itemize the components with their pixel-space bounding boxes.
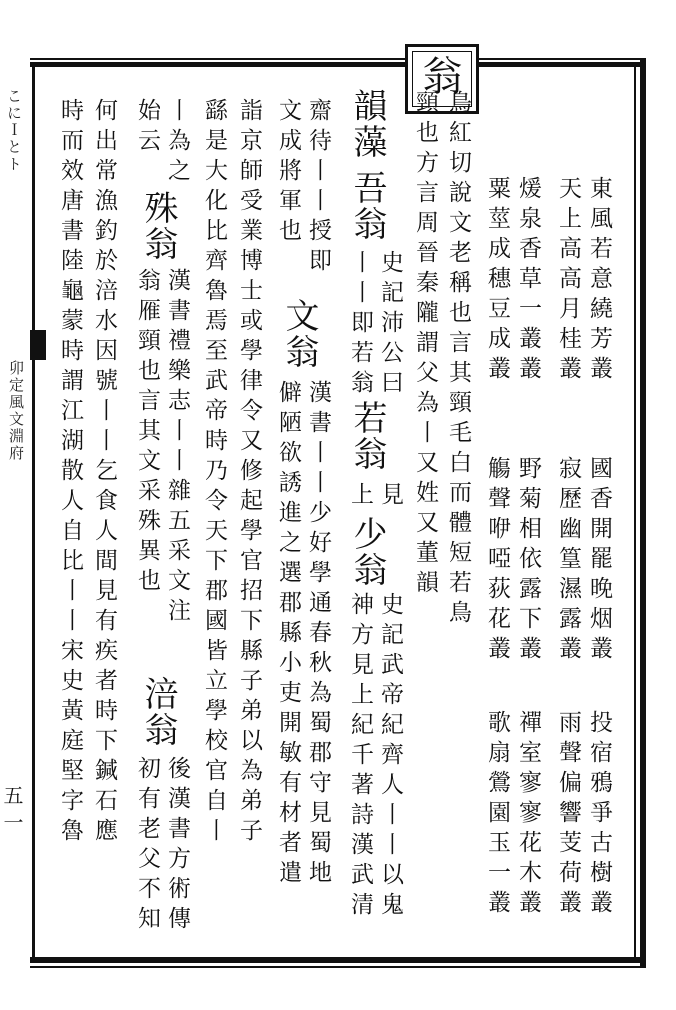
entry-text: 始云 xyxy=(134,98,160,158)
entry-heading: 少翁 xyxy=(347,516,387,588)
entry-text: 何出常漁釣於涪水因號丨丨乞食人間見有疾者時下鍼石應 xyxy=(91,98,117,848)
frame-right-rule xyxy=(640,58,646,968)
entry-heading: 殊翁 xyxy=(138,190,178,262)
poem-line: 粟莖成穗豆成叢 xyxy=(484,176,510,386)
entry-text: 後漢書方術傳 xyxy=(164,756,190,936)
entry-heading: 韻藻 xyxy=(347,88,387,160)
entry-text: 初有老父不知 xyxy=(134,756,160,936)
poem-line: 天上高高月桂叢 xyxy=(555,176,581,386)
entry-text: 漢書丨丨少好學通春秋為蜀郡守見蜀地 xyxy=(305,380,331,890)
poem-line: 禪室寥寥花木叢 xyxy=(515,710,541,920)
margin-top-fragment: こにＩとト xyxy=(5,88,23,173)
entry-heading: 吾翁 xyxy=(347,170,387,242)
frame-top-rule xyxy=(30,58,646,60)
entry-text: 丨為之 xyxy=(164,98,190,188)
poem-line: 東風若意繞芳叢 xyxy=(586,176,612,386)
poem-line: 國香開罷晚烟叢 xyxy=(586,456,612,666)
frame-left-rule xyxy=(32,66,35,958)
entry-text: 齋待丨丨授即 xyxy=(305,98,331,278)
entry-text: 上 xyxy=(347,482,373,512)
gutter-black-block xyxy=(30,330,46,360)
frame-top-thick-rule xyxy=(30,62,646,67)
poem-line: 歌扇鶯園玉一叢 xyxy=(484,710,510,920)
page-number: 五一 xyxy=(0,785,24,839)
poem-line: 煖泉香草一叢叢 xyxy=(515,176,541,386)
poem-line: 觴聲咿啞荻花叢 xyxy=(484,456,510,666)
entry-text: 漢書禮樂志丨丨雜五采文注 xyxy=(164,268,190,628)
poem-line: 投宿鴉爭古樹叢 xyxy=(586,710,612,920)
entry-text: 繇是大化比齊魯焉至武帝時乃令天下郡國皆立學校官自丨 xyxy=(201,98,227,848)
margin-edge-title: 卯定風文淵府 xyxy=(7,360,25,462)
entry-text: 詣京師受業博士或學律令又修起學官招下縣子弟以為弟子 xyxy=(236,98,262,848)
entry-heading: 若翁 xyxy=(347,400,387,472)
entry-text: 史記武帝紀齊人丨丨以鬼 xyxy=(377,592,403,922)
entry-text: 史記沛公曰 xyxy=(377,250,403,400)
frame-right-thin-rule xyxy=(634,66,636,958)
gloss-line: 頸也方言周晉秦隴謂父為丨又姓又董韻 xyxy=(412,90,438,600)
entry-text: 僻陋欲誘進之選郡縣小吏開敏有材者遣 xyxy=(275,380,301,890)
gloss-line: 鳥紅切說文老稱也言其頸毛白而體短若鳥 xyxy=(445,90,471,630)
frame-bottom-thin-rule xyxy=(30,966,646,968)
entry-heading: 文翁 xyxy=(279,298,319,370)
entry-heading: 涪翁 xyxy=(138,676,178,748)
entry-text: 時而效唐書陸龜蒙時謂江湖散人自比丨丨宋史黃庭堅字魯 xyxy=(57,98,83,848)
entry-text: 丨丨即若翁 xyxy=(347,250,373,400)
entry-text: 文成將軍也 xyxy=(275,98,301,248)
entry-text: 神方見上紀千著詩漢武清 xyxy=(347,592,373,922)
frame-bottom-rule xyxy=(30,957,646,963)
entry-text: 見 xyxy=(377,482,403,512)
poem-line: 雨聲偏響芰荷叢 xyxy=(555,710,581,920)
heading-char: 翁 xyxy=(416,55,462,95)
poem-line: 野菊相依露下叢 xyxy=(515,456,541,666)
poem-line: 寂歷幽篁濕露叢 xyxy=(555,456,581,666)
entry-text: 翁雁頸也言其文采殊異也 xyxy=(134,268,160,598)
